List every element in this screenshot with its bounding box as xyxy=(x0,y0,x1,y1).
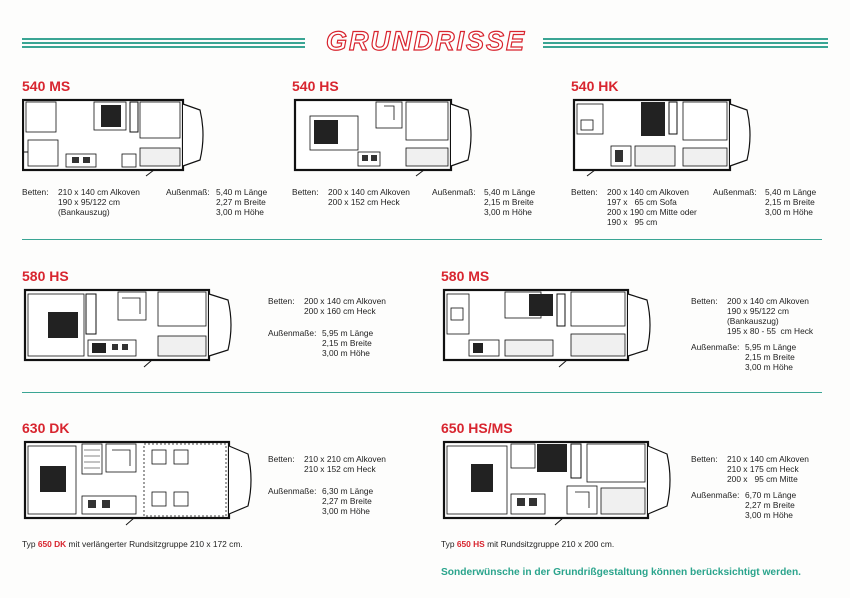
bed-line: 190 x 95/122 cm xyxy=(727,306,789,316)
mass-line: 2,27 m Breite xyxy=(322,496,372,506)
model-title-540ms: 540 MS xyxy=(22,78,71,94)
mass-label: Außenmaße: xyxy=(268,486,317,496)
title-bar xyxy=(0,24,850,64)
mass-label: Außenmaße: xyxy=(691,342,740,352)
mass-line: 5,95 m Länge xyxy=(745,342,797,352)
mass-line: 2,27 m Breite xyxy=(216,197,266,207)
bed-line: 200 x 152 cm Heck xyxy=(328,197,400,207)
mass-label: Außenmaße: xyxy=(268,328,317,338)
betten-label: Betten: xyxy=(691,454,718,464)
footer-note: Sonderwünsche in der Grundrißgestaltung können berücksichtigt werden. xyxy=(441,567,802,578)
mass-line: 6,70 m Länge xyxy=(745,490,797,500)
bed-line: (Bankauszug) xyxy=(727,316,779,326)
model-title-630dk: 630 DK xyxy=(22,420,70,436)
mass-label: Außenmaße: xyxy=(691,490,740,500)
floorplan-540hk xyxy=(571,96,757,178)
mass-line: 5,95 m Länge xyxy=(322,328,374,338)
mass-line: 6,30 m Länge xyxy=(322,486,374,496)
betten-label: Betten: xyxy=(571,187,598,197)
bed-line: 200 x 140 cm Alkoven xyxy=(328,187,410,197)
model-title-540hs: 540 HS xyxy=(292,78,339,94)
bed-line: 210 x 210 cm Alkoven xyxy=(304,454,386,464)
floorplan-580ms xyxy=(441,286,663,370)
specs-580hs xyxy=(268,296,386,358)
bed-line: 200 x 140 cm Alkoven xyxy=(607,187,689,197)
model-title-650hsms: 650 HS/MS xyxy=(441,420,513,436)
model-title-540hk: 540 HK xyxy=(571,78,619,94)
note-650hs xyxy=(441,539,614,549)
floorplan-540hs xyxy=(292,96,478,178)
note-prefix: Typ xyxy=(441,539,457,549)
bed-line: 200 x 160 cm Heck xyxy=(304,306,376,316)
bed-line: 210 x 140 cm Alkoven xyxy=(727,454,809,464)
betten-label: Betten: xyxy=(691,296,718,306)
mass-line: 5,40 m Länge xyxy=(765,187,817,197)
note-text: mit verlängerter Rundsitzgruppe 210 x 172 cm. xyxy=(66,539,243,549)
mass-line: 5,40 m Länge xyxy=(484,187,536,197)
note-630dk xyxy=(22,539,243,549)
mass-line: 3,00 m Höhe xyxy=(745,510,793,520)
specs-580ms xyxy=(691,296,813,372)
bed-line: 210 x 175 cm Heck xyxy=(727,464,799,474)
note-prefix: Typ xyxy=(22,539,38,549)
specs-540ms xyxy=(22,187,267,217)
mass-label: Außenmaß: xyxy=(166,187,210,197)
mass-line: 2,15 m Breite xyxy=(745,352,795,362)
mass-line: 3,00 m Höhe xyxy=(322,348,370,358)
bed-line: 197 x 65 cm Sofa xyxy=(607,197,677,207)
betten-label: Betten: xyxy=(268,454,295,464)
model-title-580hs: 580 HS xyxy=(22,268,69,284)
bed-line: 200 x 140 cm Alkoven xyxy=(727,296,809,306)
mass-line: 3,00 m Höhe xyxy=(216,207,264,217)
mass-line: 3,00 m Höhe xyxy=(765,207,813,217)
specs-630dk xyxy=(268,454,386,516)
mass-line: 3,00 m Höhe xyxy=(484,207,532,217)
betten-label: Betten: xyxy=(292,187,319,197)
separator-2 xyxy=(22,392,822,393)
mass-line: 3,00 m Höhe xyxy=(745,362,793,372)
mass-label: Außenmaß: xyxy=(432,187,476,197)
note-model: 650 HS xyxy=(456,539,485,549)
bed-line: 190 x 95/122 cm xyxy=(58,197,120,207)
separator-1 xyxy=(22,239,822,240)
bed-line: (Bankauszug) xyxy=(58,207,110,217)
specs-540hk xyxy=(571,187,816,227)
bed-line: 210 x 152 cm Heck xyxy=(304,464,376,474)
mass-line: 5,40 m Länge xyxy=(216,187,268,197)
betten-label: Betten: xyxy=(22,187,49,197)
specs-650hsms xyxy=(691,454,809,520)
mass-line: 2,27 m Breite xyxy=(745,500,795,510)
specs-540hs xyxy=(292,187,535,217)
note-text: mit Rundsitzgruppe 210 x 200 cm. xyxy=(484,539,615,549)
mass-line: 2,15 m Breite xyxy=(484,197,534,207)
mass-line: 2,15 m Breite xyxy=(765,197,815,207)
mass-line: 3,00 m Höhe xyxy=(322,506,370,516)
floorplan-650hsms xyxy=(441,438,677,528)
floorplan-580hs xyxy=(22,286,244,370)
page-title: GRUNDRISSE xyxy=(325,26,527,56)
bed-line: 200 x 140 cm Alkoven xyxy=(304,296,386,306)
bed-line: 210 x 140 cm Alkoven xyxy=(58,187,140,197)
title-rule-left xyxy=(22,38,305,48)
bed-line: 200 x 95 cm Mitte xyxy=(727,474,798,484)
model-title-580ms: 580 MS xyxy=(441,268,490,284)
title-rule-right xyxy=(543,38,828,48)
floorplan-540ms xyxy=(22,96,208,178)
mass-label: Außenmaß: xyxy=(713,187,757,197)
mass-line: 2,15 m Breite xyxy=(322,338,372,348)
bed-line: 200 x 190 cm Mitte oder xyxy=(607,207,697,217)
bed-line: 190 x 95 cm xyxy=(607,217,658,227)
note-model: 650 DK xyxy=(37,539,67,549)
floorplan-630dk xyxy=(22,438,258,528)
bed-line: 195 x 80 - 55 cm Heck xyxy=(727,326,814,336)
betten-label: Betten: xyxy=(268,296,295,306)
